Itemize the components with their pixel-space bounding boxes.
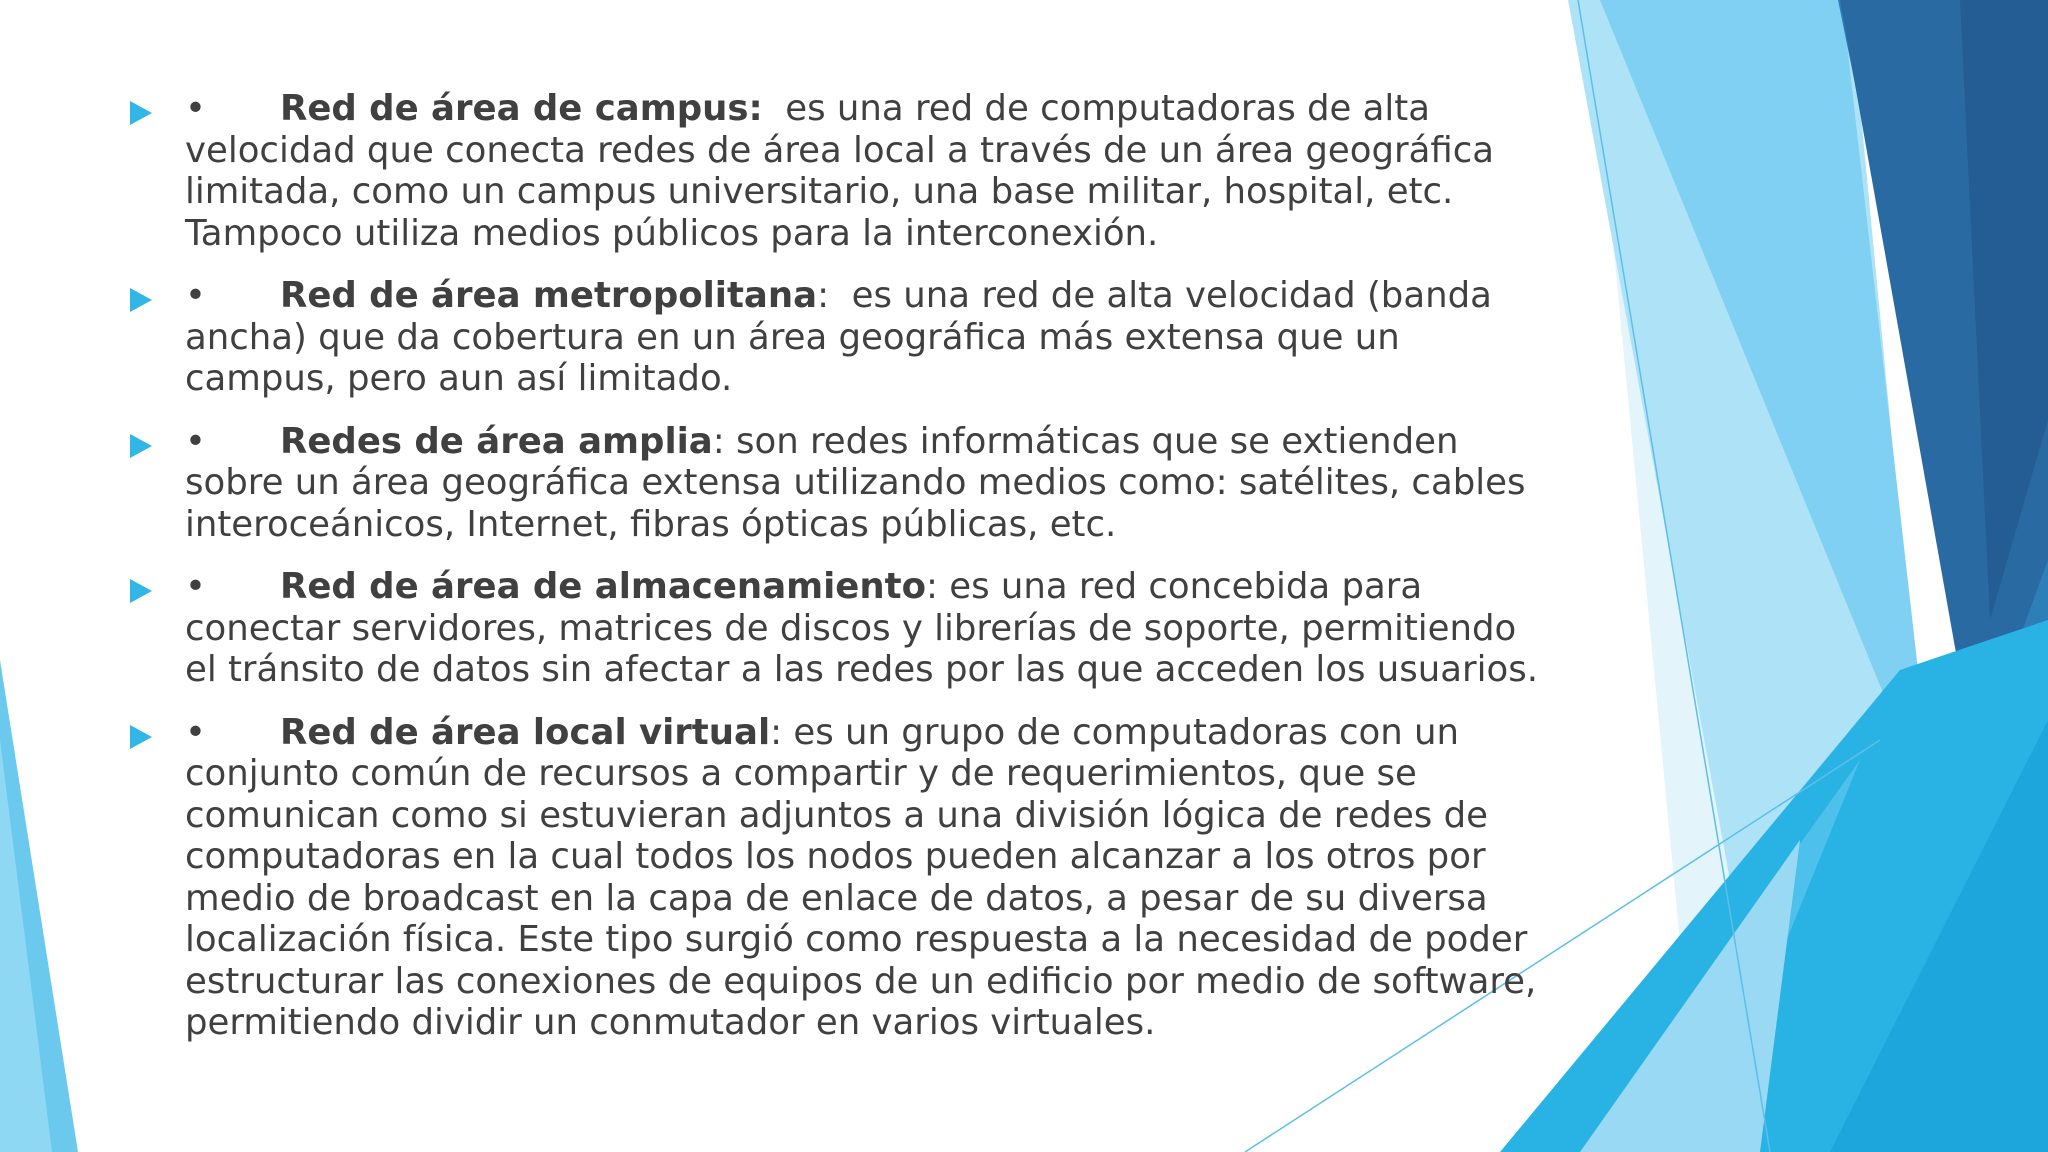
arrow-bullet-icon (130, 288, 152, 312)
item-text: es una red de computadoras de alta velocidad que conecta redes de área local a través de un área geográfica limitada, como un campus universitario, una base militar, hospital, etc. Tampoco utiliza medios públicos para la interconexión. (185, 88, 1506, 254)
arrow-bullet-icon (130, 725, 152, 749)
item-term: Red de área de campus: (280, 88, 763, 129)
bullet-list (125, 88, 1555, 1065)
item-term: Red de área metropolitana (280, 275, 818, 316)
list-item-metropolitana (125, 275, 1555, 400)
list-item-almacenamiento (125, 566, 1555, 691)
item-text: : son redes informáticas que se extienden sobre un área geográfica extensa utilizando medios como: satélites, cables interoceánicos, Internet, fibras ópticas públicas, etc. (185, 420, 1537, 545)
item-text: : es un grupo de computadoras con un conjunto común de recursos a compartir y de requerimientos, que se comunican como si estuvieran adjuntos a una división lógica de redes de computadoras en la cual todos los nodos pueden alcanzar a los otros por medio de broadcast en la capa de enlace de datos, a pesar de su diversa localización física. Este tipo surgió como respuesta a la necesidad de poder estructurar las conexiones de equipos de un edificio por medio de software, permitiendo dividir un conmutador en varios virtuales. (185, 711, 1548, 1043)
list-item-virtual (125, 712, 1555, 1044)
list-item-campus (125, 88, 1555, 254)
item-text: : es una red de alta velocidad (banda ancha) que da cobertura en un área geográfica más extensa que un campus, pero aun así limitado. (185, 275, 1504, 399)
bullet-dot: • (185, 275, 206, 316)
arrow-bullet-icon (130, 579, 152, 603)
arrow-bullet-icon (130, 101, 152, 125)
bullet-dot: • (185, 566, 206, 607)
item-term: Redes de área amplia (280, 420, 713, 462)
bullet-dot: • (185, 711, 206, 753)
item-text: : es una red concebida para conectar servidores, matrices de discos y librerías de soporte, permitiendo el tránsito de datos sin afectar a las redes por las que acceden los usuarios. (185, 566, 1539, 690)
item-term: Red de área de almacenamiento (280, 566, 927, 607)
bullet-dot: • (185, 420, 206, 462)
item-term: Red de área local virtual (280, 711, 771, 753)
arrow-bullet-icon (130, 434, 152, 458)
list-item-amplia (125, 421, 1555, 546)
bullet-dot: • (185, 88, 206, 129)
